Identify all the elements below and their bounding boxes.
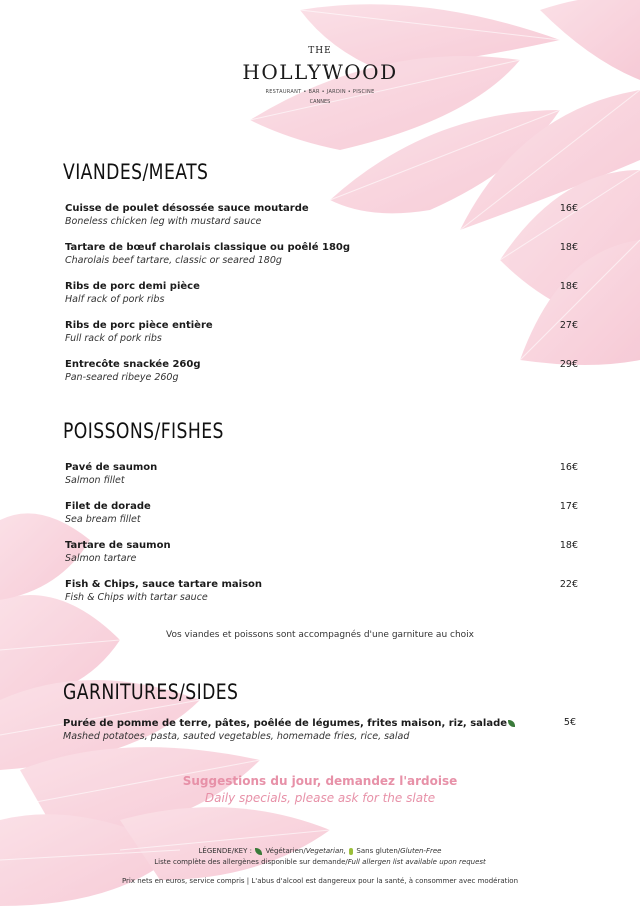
item-name-en: Salmon tartare: [65, 553, 137, 564]
price-disclaimer: Prix nets en euros, service compris | L'abus d'alcool est dangereux pour la santé, à consommer avec modération: [121, 877, 519, 885]
item-price: 18€: [559, 242, 578, 253]
item-name-en: Half rack of pork ribs: [65, 294, 165, 305]
allergen-fr: Liste complète des allergènes disponible sur demande/: [154, 858, 348, 866]
item-name-en: Sea bream fillet: [65, 514, 141, 525]
logo-name: HOLLYWOOD: [242, 60, 398, 84]
item-name-en: Salmon fillet: [65, 475, 125, 486]
daily-specials-fr: Suggestions du jour, demandez l'ardoise: [182, 774, 458, 788]
item-name-en: Full rack of pork ribs: [65, 333, 162, 344]
section-title-meats: VIANDES/MEATS: [63, 160, 209, 184]
item-price: 18€: [559, 540, 578, 551]
garnish-note: Vos viandes et poissons sont accompagnés d'une garniture au choix: [165, 630, 475, 640]
menu-item: [65, 461, 580, 487]
item-name-en: Charolais beef tartare, classic or seared 180g: [65, 255, 282, 266]
menu-item: [63, 717, 578, 743]
allergen-en: Full allergen list available upon request: [347, 858, 486, 866]
item-name-fr: Ribs de porc demi pièce: [65, 281, 200, 292]
menu-item: [65, 358, 580, 384]
item-name-fr: Tartare de saumon: [65, 540, 171, 551]
logo-the: THE: [308, 46, 332, 56]
vegetarian-icon: [255, 848, 262, 855]
item-name-fr: Pavé de saumon: [65, 462, 158, 473]
legend-veg-fr: Végétarien/: [265, 847, 306, 855]
item-price: 16€: [559, 203, 578, 214]
item-name-fr: Filet de dorade: [65, 501, 151, 512]
menu-item: [65, 500, 580, 526]
allergen-line: [0, 858, 640, 866]
item-price: 22€: [559, 579, 578, 590]
legend-gf-fr: Sans gluten/: [356, 847, 401, 855]
section-title-fishes: POISSONS/FISHES: [63, 419, 224, 443]
item-price: 5€: [563, 717, 576, 728]
item-name-fr: Fish & Chips, sauce tartare maison: [65, 579, 263, 590]
menu-item: [65, 539, 580, 565]
gluten-free-icon: [349, 848, 353, 855]
item-price: 18€: [559, 281, 578, 292]
item-name-en: Boneless chicken leg with mustard sauce: [65, 216, 262, 227]
legend-line: [0, 847, 640, 855]
item-name-fr: Ribs de porc pièce entière: [65, 320, 213, 331]
menu-item: [65, 578, 580, 604]
item-name-en: Fish & Chips with tartar sauce: [65, 592, 208, 603]
logo-subtitle: RESTAURANT • BAR • JARDIN • PISCINE: [265, 89, 375, 95]
item-name-fr: Tartare de bœuf charolais classique ou poêlé 180g: [65, 242, 351, 253]
legend-label: LÉGENDE/KEY :: [198, 847, 252, 855]
item-name-fr: Entrecôte snackée 260g: [65, 359, 201, 370]
item-price: 29€: [559, 359, 578, 370]
legend-veg-en: Vegetarian,: [305, 847, 346, 855]
item-name-fr: Cuisse de poulet désossée sauce moutarde: [65, 203, 309, 214]
menu-item: [65, 241, 580, 267]
item-name-en: Pan-seared ribeye 260g: [65, 372, 179, 383]
menu-item: [65, 319, 580, 345]
legend-gf-en: Gluten-Free: [400, 847, 442, 855]
item-name-fr: [63, 717, 578, 730]
item-name-en: Mashed potatoes, pasta, sauted vegetables, homemade fries, rice, salad: [63, 731, 410, 742]
menu-item: [65, 280, 580, 306]
section-title-sides: GARNITURES/SIDES: [63, 680, 239, 704]
item-price: 16€: [559, 462, 578, 473]
daily-specials-en: Daily specials, please ask for the slate: [204, 791, 436, 805]
logo-city: CANNES: [309, 99, 331, 105]
item-name-fr-text: Purée de pomme de terre, pâtes, poêlée de légumes, frites maison, riz, salade: [63, 718, 508, 729]
item-price: 17€: [559, 501, 578, 512]
vegetarian-icon: [508, 720, 515, 727]
item-price: 27€: [559, 320, 578, 331]
menu-item: [65, 202, 580, 228]
